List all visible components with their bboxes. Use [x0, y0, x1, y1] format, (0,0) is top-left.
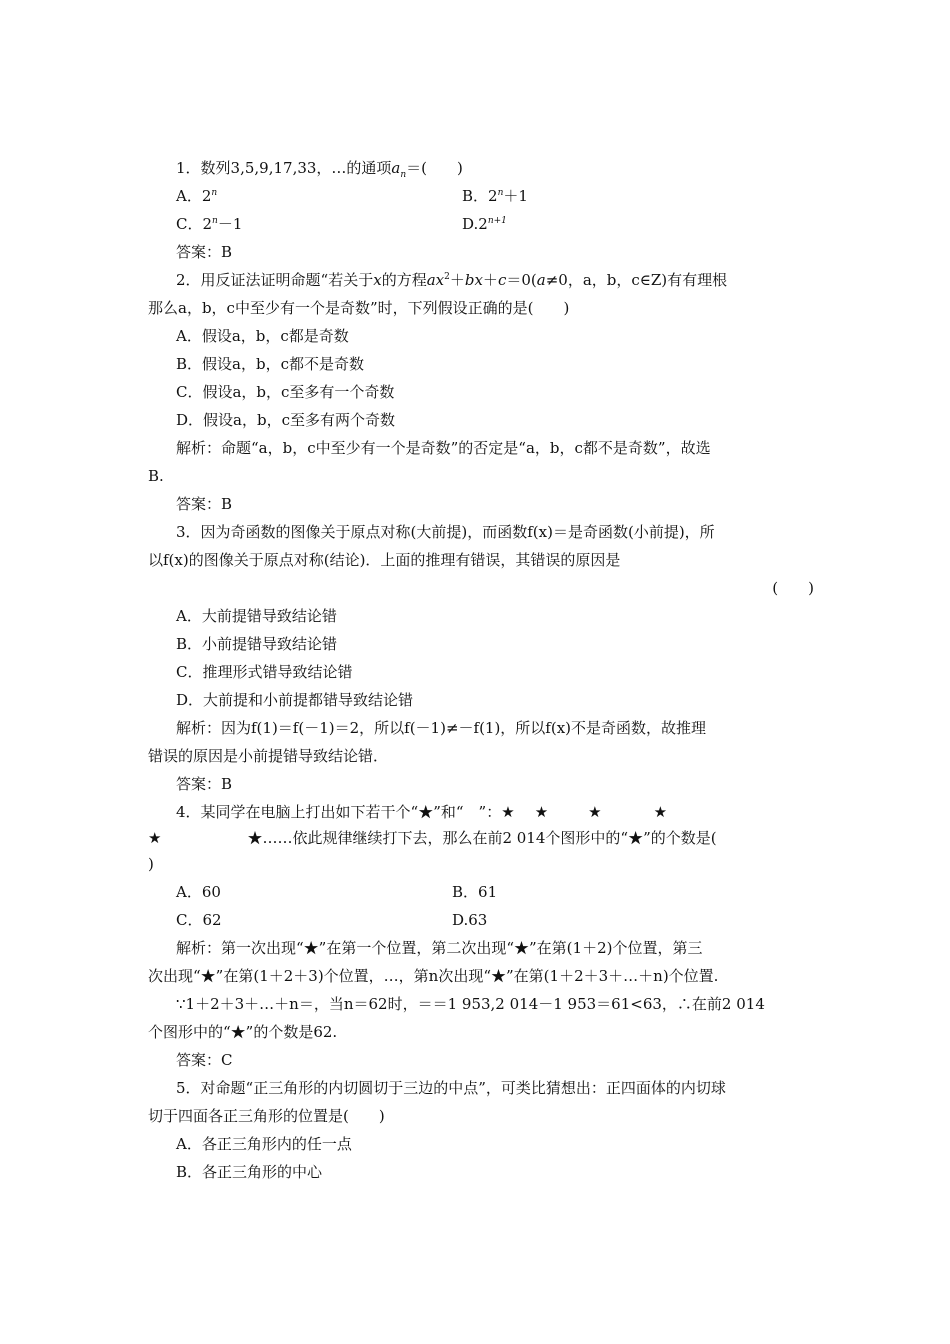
q2-analysis-line2: B. [148, 467, 164, 485]
q4-option-a: A．60 [176, 883, 221, 901]
q2-option-a: A．假设a，b，c都是奇数 [176, 327, 349, 345]
q1-stem-var: a [391, 159, 401, 177]
star-icon: ★ [534, 803, 549, 821]
q5-option-a: A．各正三角形内的任一点 [176, 1135, 352, 1153]
q3-answer: 答案：B [176, 775, 233, 793]
q4-analysis-line2: 次出现“★”在第(1＋2＋3)个位置，…，第n次出现“★”在第(1＋2＋3＋…＋n)个位置. [148, 967, 719, 985]
q2-option-b: B．假设a，b，c都不是奇数 [176, 355, 364, 373]
q1-answer: 答案：B [176, 243, 233, 261]
q3-stem-line1: 3．因为奇函数的图像关于原点对称(大前提)，而函数f(x)＝是奇函数(小前提)，所 [176, 523, 715, 541]
q1-option-a: A．2$^n$ [176, 187, 218, 205]
q4-options-row2 [176, 910, 812, 930]
q2-stem-line1: 2．用反证法证明命题“若关于x的方程$ax^2+bx+c=0(a\ne 0$，a，b，c∈Z)有有理根 [176, 271, 728, 289]
star-icon: ★ [588, 803, 602, 821]
q4-option-b: B．61 [452, 883, 498, 901]
star-icon: ★ [501, 803, 515, 821]
q3-paren-row [148, 578, 812, 598]
q4-stem-text: ★……依此规律继续打下去，那么在前2 014个图形中的“★”的个数是( [247, 829, 717, 847]
q3-analysis-line1: 解析：因为f(1)＝f(－1)＝2，所以f(－1)≠－f(1)，所以f(x)不是奇函数，故推理 [176, 719, 707, 737]
q5-option-b: B．各正三角形的中心 [176, 1163, 323, 1181]
q4-analysis-line4: 个图形中的“★”的个数是62. [148, 1023, 338, 1041]
q1-option-d: $D.2^{n+1}$ [462, 215, 507, 233]
q4-analysis-line3: ∵1＋2＋3＋…＋n＝，当n＝62时，＝＝1 953,2 014－1 953＝61<63，∴在前2 014 [176, 995, 765, 1013]
q1-stem-text: 1．数列3,5,9,17,33，…的通项 [176, 159, 392, 177]
q5-stem-line2: 切于四面各正三角形的位置是( ) [148, 1107, 385, 1125]
q1-option-c: C．$2^n-1$ [176, 215, 243, 233]
q3-option-b: B．小前提错导致结论错 [176, 635, 338, 653]
star-icon: ★ [148, 829, 162, 847]
q1-options-row2 [176, 214, 812, 234]
q4-options-row1 [176, 882, 812, 902]
q2-option-c: C．假设a，b，c至多有一个奇数 [176, 383, 395, 401]
q3-analysis-line2: 错误的原因是小前提错导致结论错． [148, 747, 389, 765]
q4-answer: 答案：C [176, 1051, 233, 1069]
q1-stem-sub: n [400, 170, 407, 180]
q3-option-d: D．大前提和小前提都错导致结论错 [176, 691, 414, 709]
q1-option-b: B．$2^n+1$ [462, 187, 528, 205]
q4-stem-line2 [148, 828, 812, 848]
q5-stem-line1: 5．对命题“正三角形的内切圆切于三边的中点”，可类比猜想出：正四面体的内切球 [176, 1079, 726, 1097]
q4-analysis-line1: 解析：第一次出现“★”在第一个位置，第二次出现“★”在第(1＋2)个位置，第三 [176, 939, 703, 957]
star-icon: ★ [653, 803, 668, 821]
q3-stem-line2: 以f(x)的图像关于原点对称(结论)．上面的推理有错误，其错误的原因是 [148, 551, 621, 569]
q3-answer-paren: ( ) [772, 579, 814, 597]
q4-option-c: C．62 [176, 911, 222, 929]
q3-option-a: A．大前提错导致结论错 [176, 607, 337, 625]
q4-stem-line1 [176, 802, 812, 822]
q1-stem-tail: ＝( ) [406, 159, 463, 177]
q4-option-d: D.63 [452, 911, 488, 929]
q2-option-d: D．假设a，b，c至多有两个奇数 [176, 411, 395, 429]
q4-stem-text: 4．某同学在电脑上打出如下若干个“★”和“ ”： [176, 803, 502, 821]
q2-answer: 答案：B [176, 495, 233, 513]
q2-analysis-line1: 解析：命题“a，b，c中至少有一个是奇数”的否定是“a，b，c都不是奇数”，故选 [176, 439, 711, 457]
q4-stem-line3: ) [148, 855, 154, 873]
q1-options-row1 [176, 186, 812, 206]
q2-stem-line2: 那么a，b，c中至少有一个是奇数”时，下列假设正确的是( ) [148, 299, 570, 317]
q3-option-c: C．推理形式错导致结论错 [176, 663, 353, 681]
q1-stem [176, 158, 812, 178]
